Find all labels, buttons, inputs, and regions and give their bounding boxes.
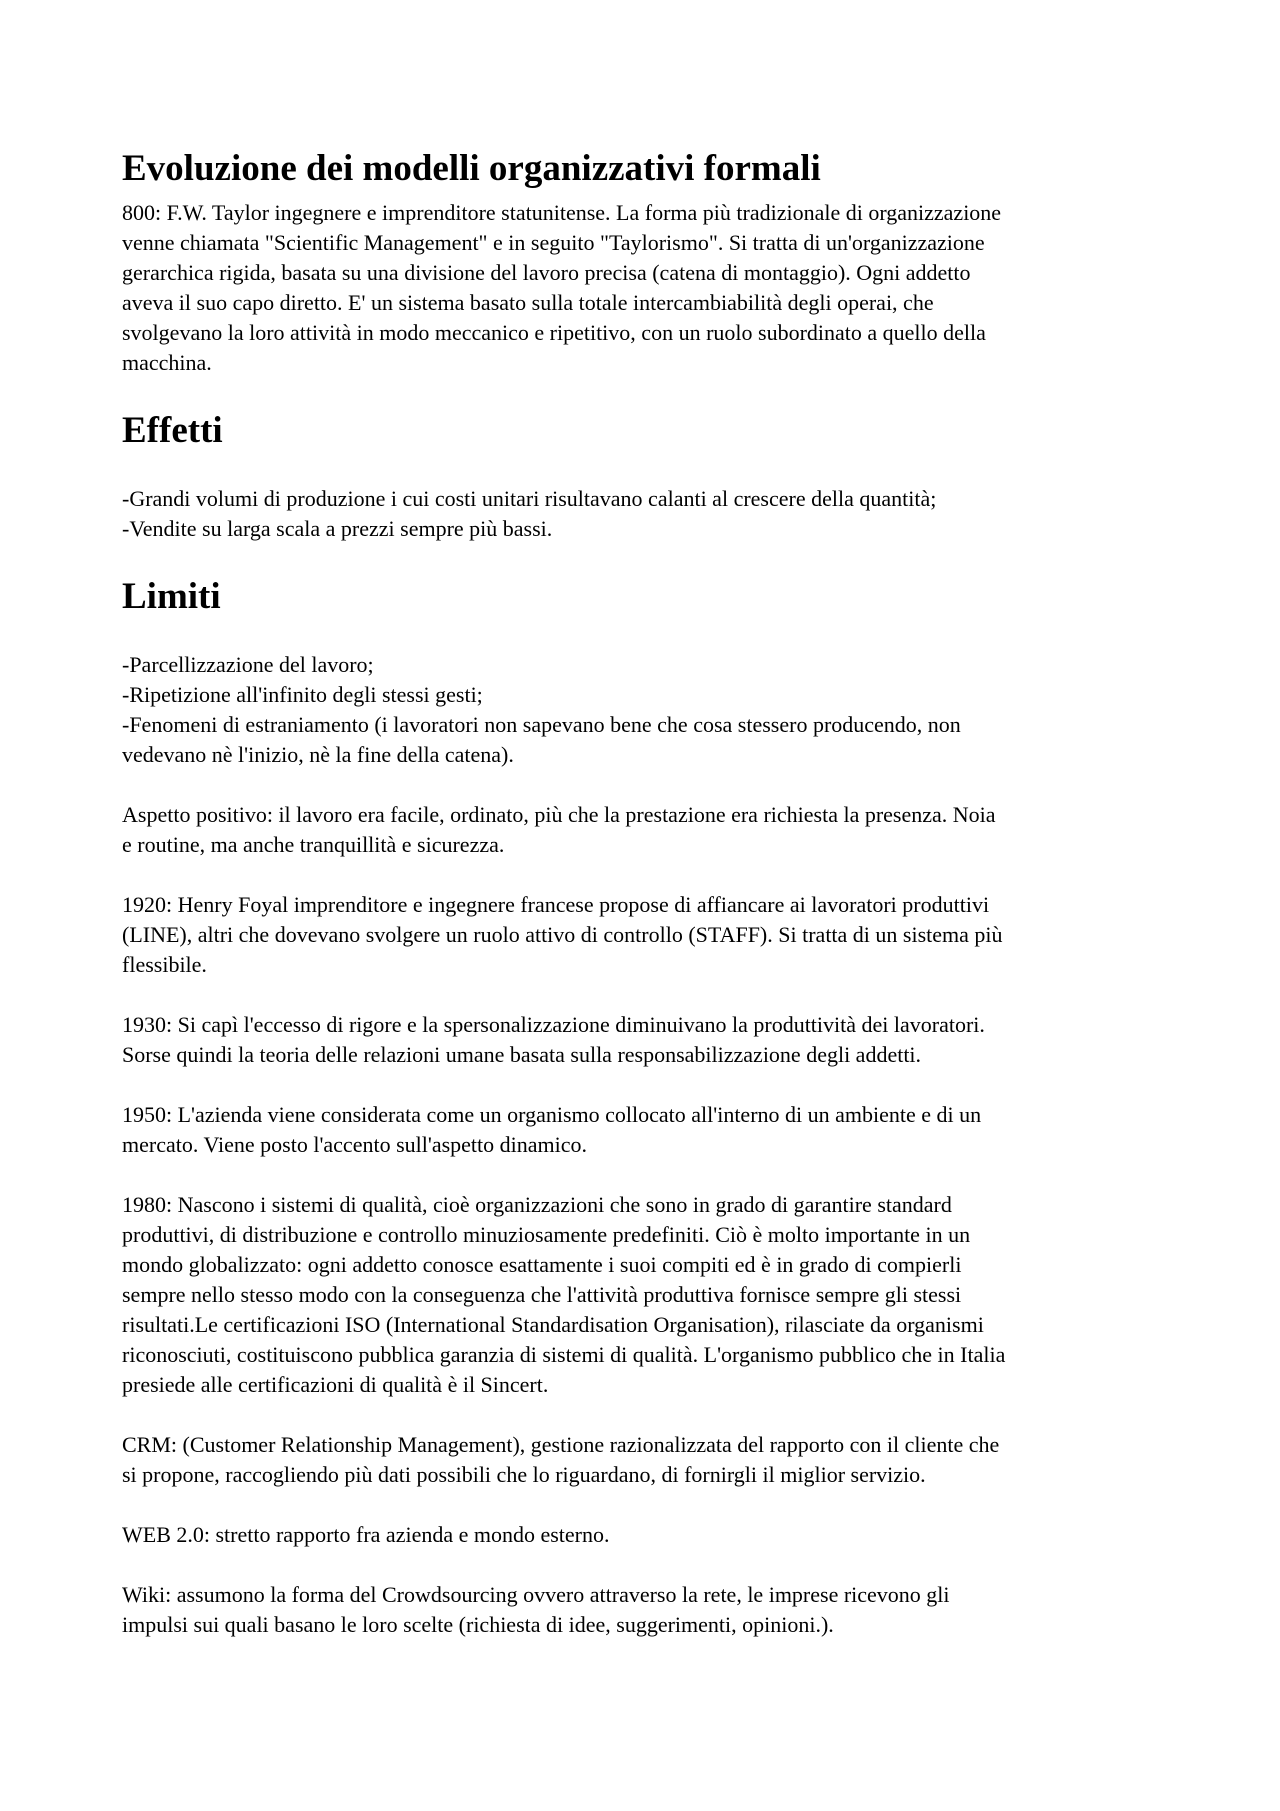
paragraph-crm [122,1430,1172,1490]
document-page [122,146,1172,1640]
list-item: -Ripetizione all'infinito degli stessi gesti; [122,682,483,707]
text-line: Wiki: assumono la forma del Crowdsourcing ovvero attraverso la rete, le imprese ricevono gli [122,1582,950,1607]
text-line: 1920: Henry Foyal imprenditore e ingegnere francese propose di affiancare ai lavoratori produttivi [122,892,990,917]
text-line: svolgevano la loro attività in modo meccanico e ripetitivo, con un ruolo subordinato a quello della [122,320,986,345]
list-item: -Parcellizzazione del lavoro; [122,652,374,677]
section-heading-effetti: Effetti [122,410,223,451]
paragraph-1980 [122,1190,1172,1400]
text-line: produttivi, di distribuzione e controllo minuziosamente predefiniti. Ciò è molto importante in un [122,1222,971,1247]
effetti-list [122,484,1172,544]
text-line: 800: F.W. Taylor ingegnere e imprenditore statunitense. La forma più tradizionale di organizzazione [122,200,1002,225]
text-line: 1950: L'azienda viene considerata come un organismo collocato all'interno di un ambiente e di un [122,1102,982,1127]
text-line: e routine, ma anche tranquillità e sicurezza. [122,832,505,857]
text-line: riconosciuti, costituiscono pubblica garanzia di sistemi di qualità. L'organismo pubblico che in Italia [122,1342,1006,1367]
list-item: -Fenomeni di estraniamento (i lavoratori non sapevano bene che cosa stessero producendo, non [122,712,961,737]
text-line: Sorse quindi la teoria delle relazioni umane basata sulla responsabilizzazione degli addetti. [122,1042,922,1067]
paragraph-web20 [122,1520,1172,1550]
paragraph-1930 [122,1010,1172,1070]
text-line: (LINE), altri che dovevano svolgere un ruolo attivo di controllo (STAFF). Si tratta di un sistema più [122,922,1003,947]
section-heading-limiti: Limiti [122,576,221,617]
text-line: sempre nello stesso modo con la conseguenza che l'attività produttiva fornisce sempre gli stessi [122,1282,962,1307]
text-line: mondo globalizzato: ogni addetto conosce esattamente i suoi compiti ed è in grado di compierli [122,1252,962,1277]
intro-paragraph [122,198,1172,378]
text-line: si propone, raccogliendo più dati possibili che lo riguardano, di fornirgli il miglior servizio. [122,1462,926,1487]
text-line: macchina. [122,350,212,375]
text-line: venne chiamata "Scientific Management" e in seguito "Taylorismo". Si tratta di un'organizzazione [122,230,985,255]
text-line: risultati.Le certificazioni ISO (International Standardisation Organisation), rilasciate da organismi [122,1312,984,1337]
list-item: vedevano nè l'inizio, nè la fine della catena). [122,742,514,767]
text-line: Aspetto positivo: il lavoro era facile, ordinato, più che la prestazione era richiesta la presenza. Noia [122,802,996,827]
page-title: Evoluzione dei modelli organizzativi formali [122,148,821,189]
text-line: 1980: Nascono i sistemi di qualità, cioè organizzazioni che sono in grado di garantire standard [122,1192,952,1217]
text-line: aveva il suo capo diretto. E' un sistema basato sulla totale intercambiabilità degli operai, che [122,290,934,315]
text-line: flessibile. [122,952,207,977]
text-line: gerarchica rigida, basata su una divisione del lavoro precisa (catena di montaggio). Ogni addetto [122,260,971,285]
list-item: -Vendite su larga scala a prezzi sempre più bassi. [122,516,553,541]
text-line: impulsi sui quali basano le loro scelte (richiesta di idee, suggerimenti, opinioni.). [122,1612,834,1637]
paragraph-1950 [122,1100,1172,1160]
paragraph-wiki [122,1580,1172,1640]
text-line: WEB 2.0: stretto rapporto fra azienda e mondo esterno. [122,1522,610,1547]
paragraph-1920 [122,890,1172,980]
limiti-list [122,650,1172,770]
text-line: presiede alle certificazioni di qualità è il Sincert. [122,1372,549,1397]
paragraph-aspetto-positivo [122,800,1172,860]
text-line: 1930: Si capì l'eccesso di rigore e la spersonalizzazione diminuivano la produttività dei lavoratori. [122,1012,985,1037]
list-item: -Grandi volumi di produzione i cui costi unitari risultavano calanti al crescere della quantità; [122,486,937,511]
text-line: CRM: (Customer Relationship Management), gestione razionalizzata del rapporto con il cliente che [122,1432,1000,1457]
text-line: mercato. Viene posto l'accento sull'aspetto dinamico. [122,1132,588,1157]
